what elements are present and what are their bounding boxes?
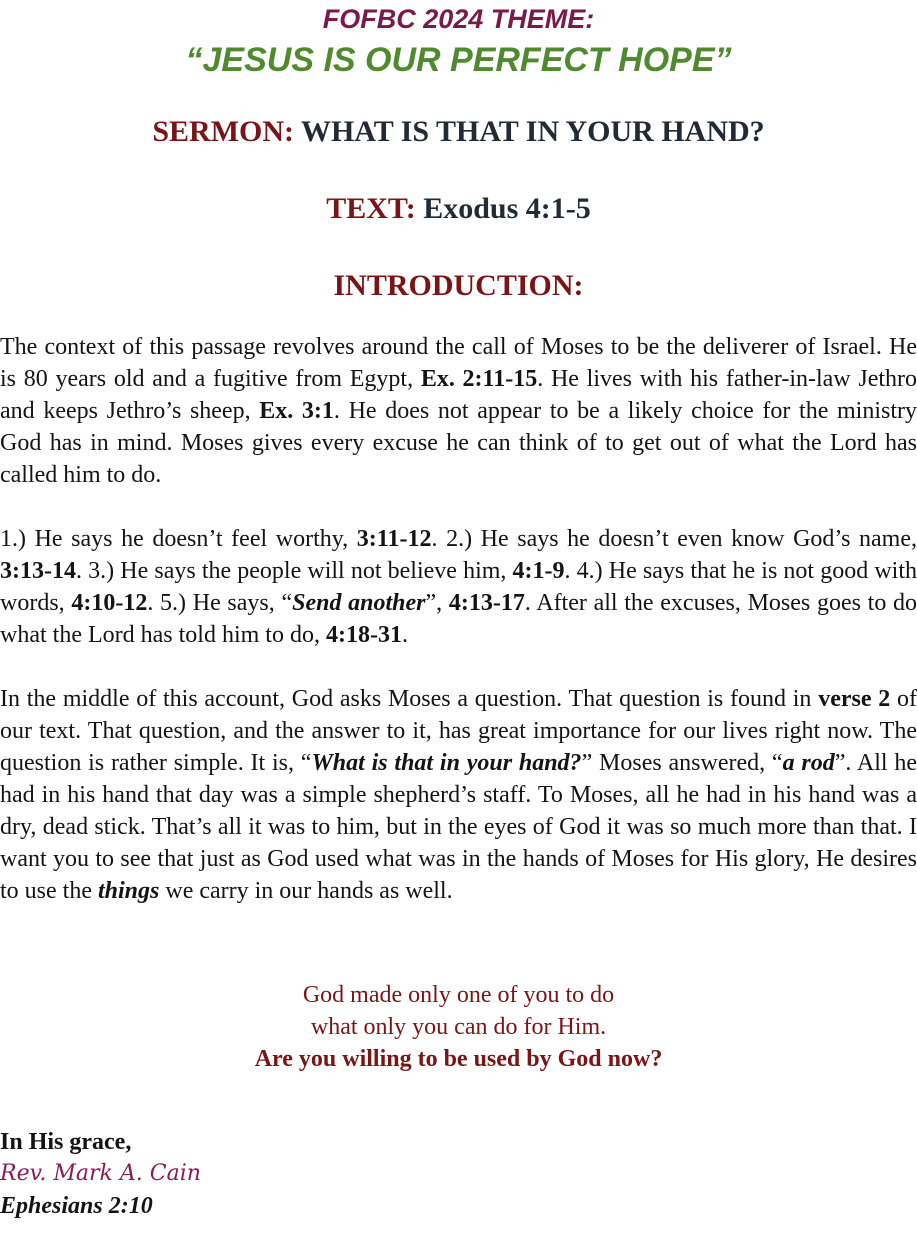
callout-question: Are you willing to be used by God now?: [254, 1046, 663, 1072]
paragraph-context: [0, 331, 917, 491]
closing-greeting: In His grace,: [0, 1129, 132, 1155]
scripture-reference: 3:11-12: [356, 526, 432, 552]
paragraph-text: we carry in our hands as well.: [159, 878, 453, 904]
paragraph-text: . 4.) He says that he is not good with words,: [0, 558, 917, 616]
scripture-reference: 4:13-17: [448, 590, 525, 616]
paragraph-text: of our text. That question, and the answer to it, has great importance for our lives right now. The question is rather simple. It is, “: [0, 686, 917, 776]
scripture-reference: 4:18-31: [325, 622, 402, 648]
theme-title: “JESUS IS OUR PERFECT HOPE”: [185, 41, 732, 79]
text-heading: [0, 191, 917, 227]
paragraph-text: ” Moses answered, “: [581, 750, 783, 776]
paragraph-text: . After all the excuses, Moses goes to do what the Lord has told him to do,: [0, 590, 917, 648]
paragraph-text: In the middle of this account, God asks Moses a question. That question is found in: [0, 686, 819, 712]
emphasis-quote: Send another: [292, 590, 426, 616]
signature: Rev. Mark A. Cain: [0, 1161, 201, 1186]
sermon-body: [0, 331, 917, 939]
paragraph-text: .: [401, 622, 408, 648]
emphasis-quote: a rod: [782, 750, 835, 776]
closing: [0, 1126, 917, 1222]
paragraph-question: [0, 683, 917, 907]
callout-line: what only you can do for Him.: [310, 1014, 607, 1040]
scripture-reference: Ex. 2:11-15: [420, 366, 538, 392]
closing-verse: Ephesians 2:10: [0, 1193, 153, 1219]
scripture-reference: Ex. 3:1: [259, 398, 334, 424]
scripture-reference: 4:10-12: [71, 590, 148, 616]
sermon-label: SERMON:: [152, 115, 294, 148]
paragraph-text: ”,: [425, 590, 449, 616]
paragraph-text: . 5.) He says, “: [147, 590, 293, 616]
paragraph-text: The context of this passage revolves around the call of Moses to be the deliverer of Israel. He is 80 years old and a fugitive from Egypt,: [0, 334, 917, 392]
emphasis-word: things: [97, 878, 160, 904]
paragraph-text: . 3.) He says the people will not believe him,: [75, 558, 513, 584]
introduction-heading: INTRODUCTION:: [333, 269, 584, 302]
scripture-reference: 3:13-14: [0, 558, 76, 584]
sermon-heading: [0, 114, 917, 150]
callout: [0, 979, 917, 1075]
paragraph-excuses: [0, 523, 917, 651]
theme-label: FOFBC 2024 THEME:: [322, 4, 595, 34]
text-reference: Exodus 4:1-5: [423, 192, 591, 225]
text-label: TEXT:: [326, 192, 416, 225]
paragraph-text: . He does not appear to be a likely choice for the ministry God has in mind. Moses gives every excuse he can think of to get out of what the Lord has called him to do.: [0, 398, 917, 488]
paragraph-text: 1.) He says he doesn’t feel worthy,: [0, 526, 357, 552]
callout-line: God made only one of you to do: [302, 982, 615, 1008]
scripture-reference: 4:1-9: [512, 558, 565, 584]
verse-reference: verse 2: [818, 686, 891, 712]
paragraph-text: . He lives with his father-in-law Jethro and keeps Jethro’s sheep,: [0, 366, 917, 424]
emphasis-quote: What is that in your hand?: [311, 750, 582, 776]
sermon-title: WHAT IS THAT IN YOUR HAND?: [300, 115, 765, 148]
paragraph-text: ”. All he had in his hand that day was a simple shepherd’s staff. To Moses, all he had in his hand was a dry, dead stick. That’s all it was to him, but in the eyes of God it was so much more than that. I want you to see that just as God used what was in the hands of Moses for His glory, He desires to use the: [0, 750, 917, 904]
paragraph-text: . 2.) He says he doesn’t even know God’s name,: [431, 526, 917, 552]
